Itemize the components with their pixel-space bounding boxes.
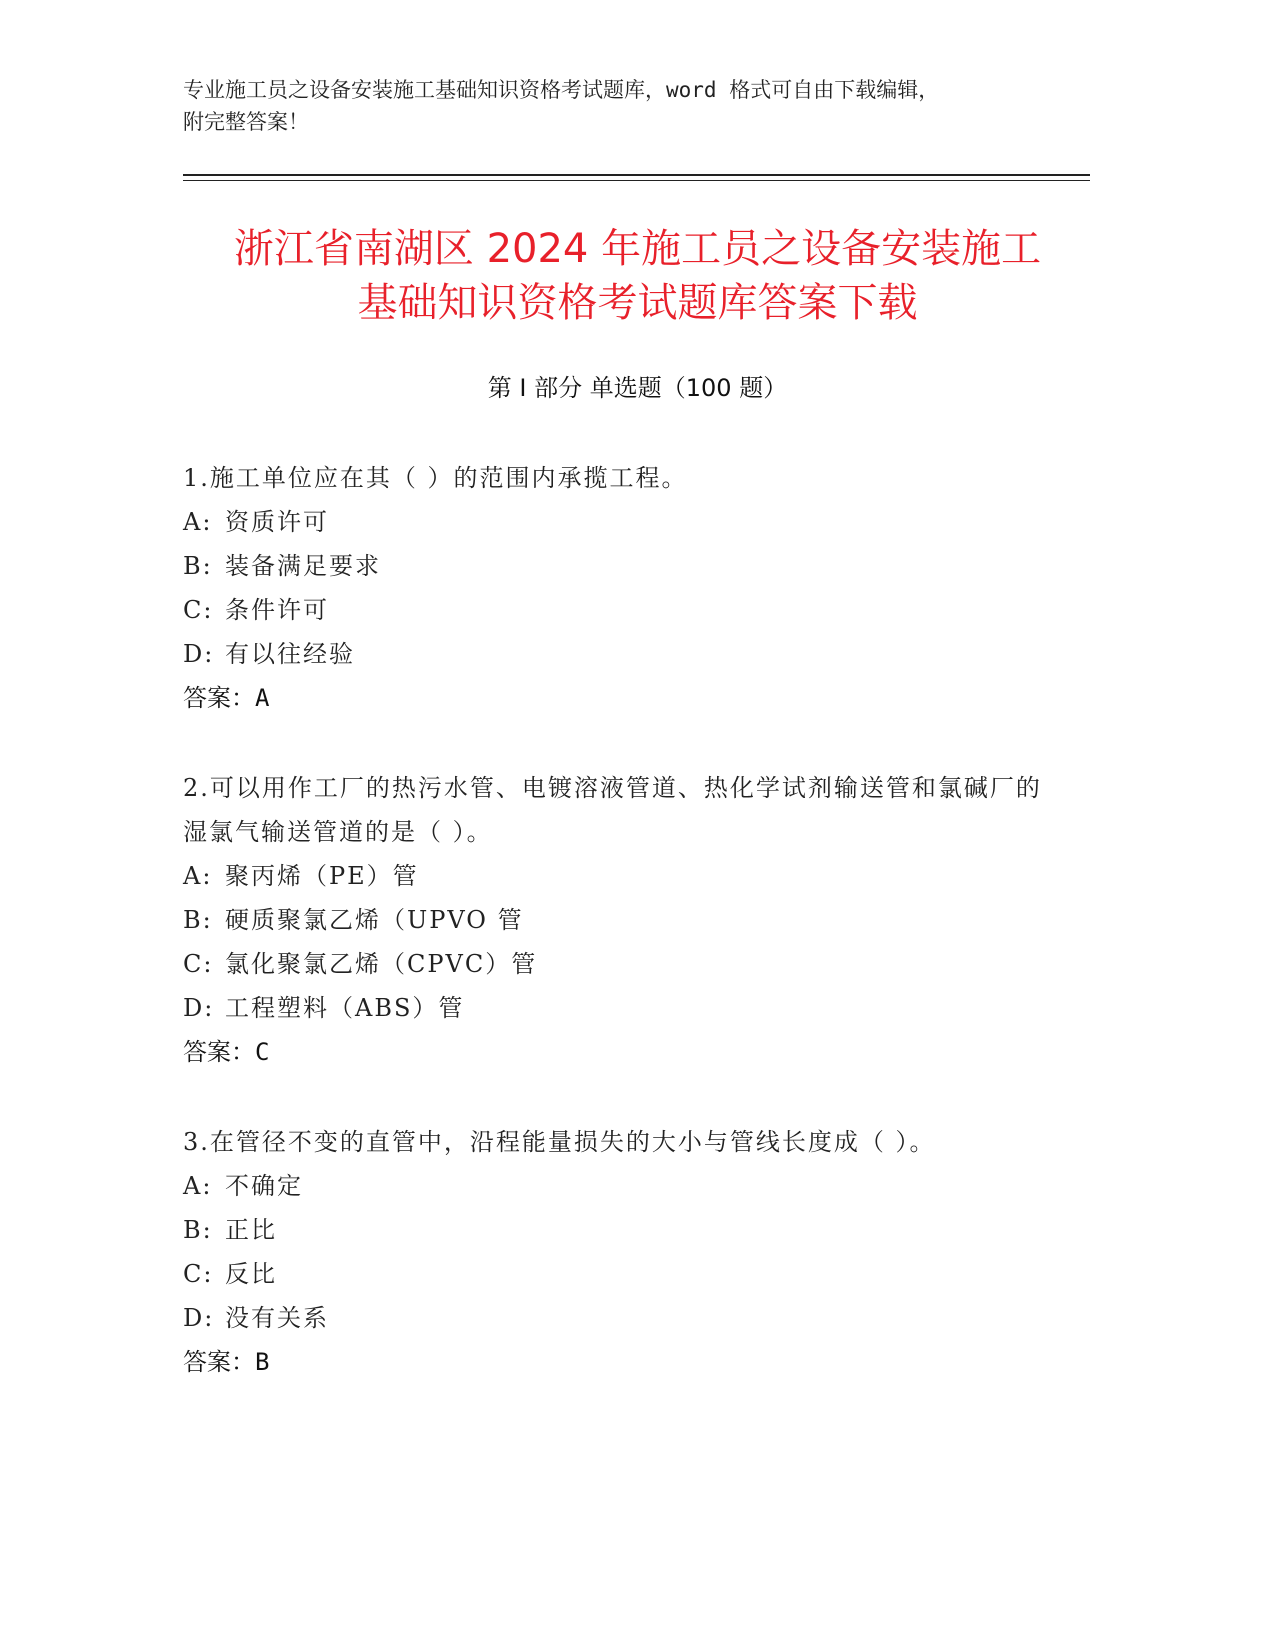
document-title-line-2: 基础知识资格考试题库答案下载 <box>357 280 918 326</box>
question-1 <box>183 456 1063 720</box>
option-d <box>183 632 1063 676</box>
option-c <box>183 588 1063 632</box>
option-a <box>183 500 1063 544</box>
header-note-line-1: 专业施工员之设备安装施工基础知识资格考试题库，word 格式可自由下载编辑， <box>183 78 940 102</box>
option-d <box>183 986 1063 1030</box>
header-note-line-2: 附完整答案！ <box>183 110 309 134</box>
option-text: 不确定 <box>225 1172 303 1200</box>
answer-value: B <box>255 1348 270 1376</box>
option-text: 有以往经验 <box>225 640 355 668</box>
option-key: B: <box>183 906 213 934</box>
header-divider-thin <box>183 180 1090 181</box>
answer-label: 答案： <box>183 684 255 712</box>
header-divider-thick <box>183 174 1090 176</box>
option-text: 硬质聚氯乙烯（UPVO 管 <box>225 906 524 934</box>
option-b <box>183 1208 1063 1252</box>
option-b <box>183 544 1063 588</box>
option-key: C: <box>183 950 214 978</box>
option-a <box>183 1164 1063 1208</box>
option-c <box>183 942 1063 986</box>
section-heading: 第 I 部分 单选题（100 题） <box>487 374 788 402</box>
document-title-line-1: 浙江省南湖区 2024 年施工员之设备安装施工 <box>233 226 1042 272</box>
option-key: D: <box>183 640 215 668</box>
option-b <box>183 898 1063 942</box>
answer-value: A <box>255 684 270 712</box>
question-stem: 2.可以用作工厂的热污水管、电镀溶液管道、热化学试剂输送管和氯碱厂的湿氯气输送管道的是（ ）。 <box>183 774 1042 846</box>
option-text: 正比 <box>225 1216 277 1244</box>
option-d <box>183 1296 1063 1340</box>
option-text: 没有关系 <box>225 1304 329 1332</box>
option-key: B: <box>183 1216 213 1244</box>
option-key: A: <box>183 862 213 890</box>
option-key: C: <box>183 596 214 624</box>
question-3 <box>183 1120 1063 1384</box>
question-stem: 1.施工单位应在其（ ）的范围内承揽工程。 <box>183 464 688 492</box>
option-text: 氯化聚氯乙烯（CPVC）管 <box>225 950 538 978</box>
header-note <box>183 74 1063 138</box>
option-text: 聚丙烯（PE）管 <box>225 862 419 890</box>
question-stem: 3.在管径不变的直管中，沿程能量损失的大小与管线长度成（ ）。 <box>183 1128 936 1156</box>
option-key: A: <box>183 1172 213 1200</box>
option-key: B: <box>183 552 213 580</box>
answer-line <box>183 676 1063 720</box>
answer-label: 答案： <box>183 1348 255 1376</box>
option-key: C: <box>183 1260 214 1288</box>
option-key: A: <box>183 508 213 536</box>
question-list <box>183 456 1063 1430</box>
answer-line <box>183 1030 1063 1074</box>
answer-label: 答案： <box>183 1038 255 1066</box>
option-text: 资质许可 <box>225 508 329 536</box>
option-text: 反比 <box>225 1260 277 1288</box>
answer-value: C <box>255 1038 270 1066</box>
option-a <box>183 854 1063 898</box>
option-key: D: <box>183 1304 215 1332</box>
option-text: 装备满足要求 <box>225 552 381 580</box>
document-title <box>130 222 1145 330</box>
option-text: 条件许可 <box>225 596 329 624</box>
answer-line <box>183 1340 1063 1384</box>
option-text: 工程塑料（ABS）管 <box>225 994 465 1022</box>
question-2 <box>183 766 1063 1074</box>
option-key: D: <box>183 994 215 1022</box>
option-c <box>183 1252 1063 1296</box>
